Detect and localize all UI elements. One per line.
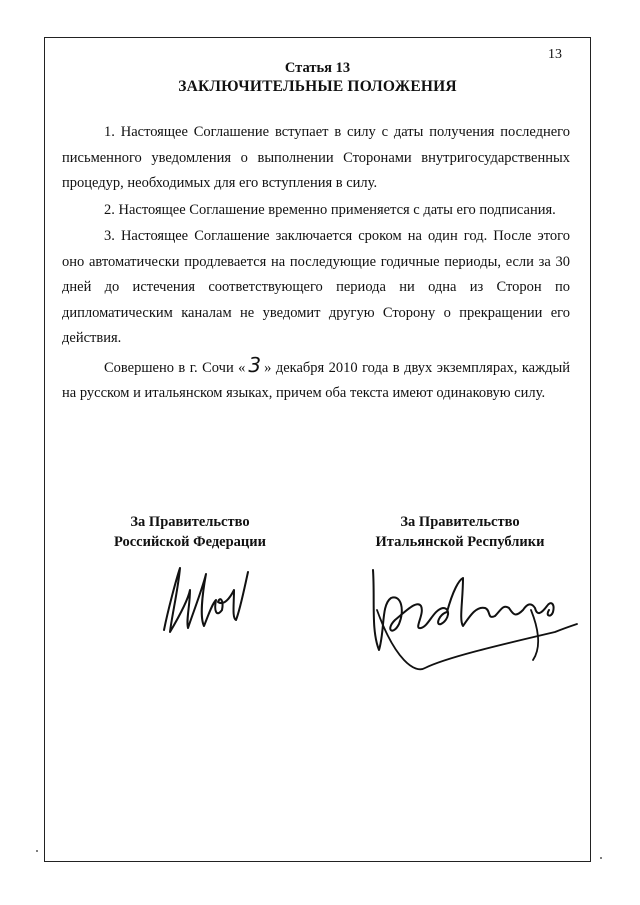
handwritten-day: 3 (248, 352, 262, 377)
scan-speck (36, 850, 38, 852)
signatory-italy-line1: За Правительство (400, 514, 520, 530)
signature-italy (355, 550, 585, 675)
signatory-italy-line2: Итальянской Республики (375, 534, 545, 550)
page-number: 13 (548, 47, 562, 62)
document-body (62, 120, 570, 408)
signatory-italy (330, 512, 590, 552)
paragraph-4 (62, 353, 570, 407)
paragraph-3: 3. Настоящее Соглашение заключается сроком на один год. После этого оно автоматически продлевается на последующие годичные периоды, если за 30 дней до истечения соответствующего периода ни одна из Сторон по дипломатическим каналам не уведомит другую Сторону о прекращении его действия. (62, 228, 570, 346)
paragraph-2: 2. Настоящее Соглашение временно применяется с даты его подписания. (104, 201, 556, 218)
signatory-russia (60, 512, 320, 552)
paragraph-1: 1. Настоящее Соглашение вступает в силу с даты получения последнего письменного уведомления о выполнении Сторонами внутригосударственных процедур, необходимых для его вступления в силу. (62, 124, 570, 191)
paragraph-4-end: » декабря 2010 года в двух экземплярах, каждый на русском и итальянском языках, причем оба текста имеют одинаковую силу. (62, 359, 570, 401)
signatory-russia-line2: Российской Федерации (113, 534, 266, 550)
section-heading: ЗАКЛЮЧИТЕЛЬНЫЕ ПОЛОЖЕНИЯ (178, 78, 457, 95)
article-title: Статья 13 (284, 60, 351, 76)
scan-speck (600, 857, 602, 859)
signature-russia (150, 560, 260, 640)
paragraph-4-start: Совершено в г. Сочи « (104, 359, 246, 376)
signatory-russia-line1: За Правительство (130, 514, 250, 530)
